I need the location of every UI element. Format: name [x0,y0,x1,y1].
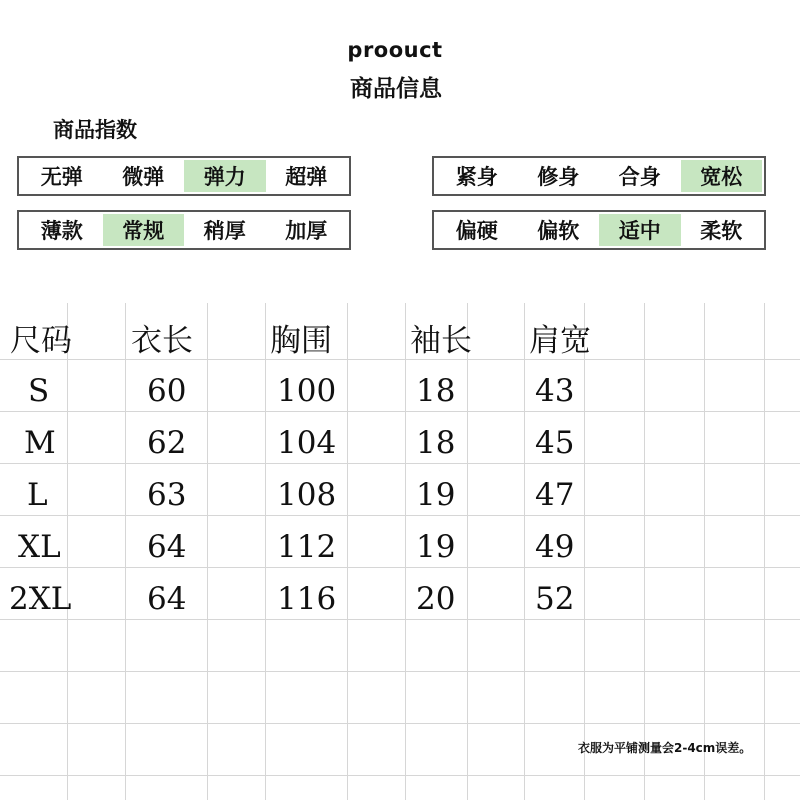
table-cell: 63 [147,477,187,513]
elasticity-option-3: 弹力 [184,160,266,192]
table-cell: 19 [416,529,456,565]
table-cell: 112 [277,529,337,565]
softness-index-box [432,210,766,250]
thickness-option-4: 加厚 [285,219,328,243]
cell-size-xl: XL [18,529,61,565]
thickness-index-box [17,210,351,250]
index-label: 商品指数 [53,118,137,142]
grid-line [207,303,208,800]
grid-line [0,463,800,464]
thickness-option-2: 常规 [103,214,185,246]
elasticity-option-2: 微弹 [122,165,165,189]
thickness-option-3: 稍厚 [203,219,246,243]
grid-line [524,303,525,800]
softness-option-3: 适中 [599,214,681,246]
grid-line [67,303,68,800]
grid-line [644,303,645,800]
grid-line [0,567,800,568]
table-cell: 18 [416,373,456,409]
grid-line [405,303,406,800]
title-chinese: 商品信息 [350,76,442,102]
product-info-panel [0,0,800,303]
size-chart-sheet [0,303,800,800]
measurement-note: 衣服为平铺测量会2-4cm误差。 [578,741,752,755]
table-cell: 64 [147,581,187,617]
table-cell: 52 [535,581,575,617]
header-chest: 胸围 [270,323,332,359]
cell-size-m: M [24,425,56,461]
grid-line [584,303,585,800]
fit-option-3: 合身 [618,165,661,189]
table-cell: 62 [147,425,187,461]
header-shoulder: 肩宽 [529,323,591,359]
table-cell: 108 [277,477,337,513]
grid-line [125,303,126,800]
elasticity-option-4: 超弹 [285,165,328,189]
table-cell: 100 [277,373,337,409]
header-length: 衣长 [131,323,193,359]
table-cell: 60 [147,373,187,409]
table-cell: 116 [277,581,337,617]
elasticity-index-box [17,156,351,196]
table-cell: 45 [535,425,575,461]
grid-line [467,303,468,800]
header-sleeve: 袖长 [410,323,472,359]
table-cell: 43 [535,373,575,409]
grid-line [764,303,765,800]
header-size: 尺码 [10,323,72,359]
grid-line [704,303,705,800]
softness-option-2: 偏软 [537,219,580,243]
thickness-option-1: 薄款 [40,219,83,243]
elasticity-option-1: 无弹 [40,165,83,189]
fit-option-1: 紧身 [455,165,498,189]
title-english: proouct [347,38,443,62]
grid-line [0,723,800,724]
grid-line [0,619,800,620]
cell-size-2xl: 2XL [9,581,72,617]
grid-line [265,303,266,800]
grid-line [0,411,800,412]
table-cell: 64 [147,529,187,565]
grid-line [0,671,800,672]
table-cell: 18 [416,425,456,461]
softness-option-4: 柔软 [700,219,743,243]
cell-size-l: L [27,477,48,513]
grid-line [0,775,800,776]
grid-line [347,303,348,800]
fit-option-2: 修身 [537,165,580,189]
grid-line [0,359,800,360]
table-cell: 49 [535,529,575,565]
table-cell: 47 [535,477,575,513]
table-cell: 104 [277,425,337,461]
fit-option-4: 宽松 [681,160,763,192]
grid-line [0,515,800,516]
cell-size-s: S [28,373,50,409]
table-cell: 19 [416,477,456,513]
softness-option-1: 偏硬 [455,219,498,243]
table-cell: 20 [416,581,456,617]
fit-index-box [432,156,766,196]
